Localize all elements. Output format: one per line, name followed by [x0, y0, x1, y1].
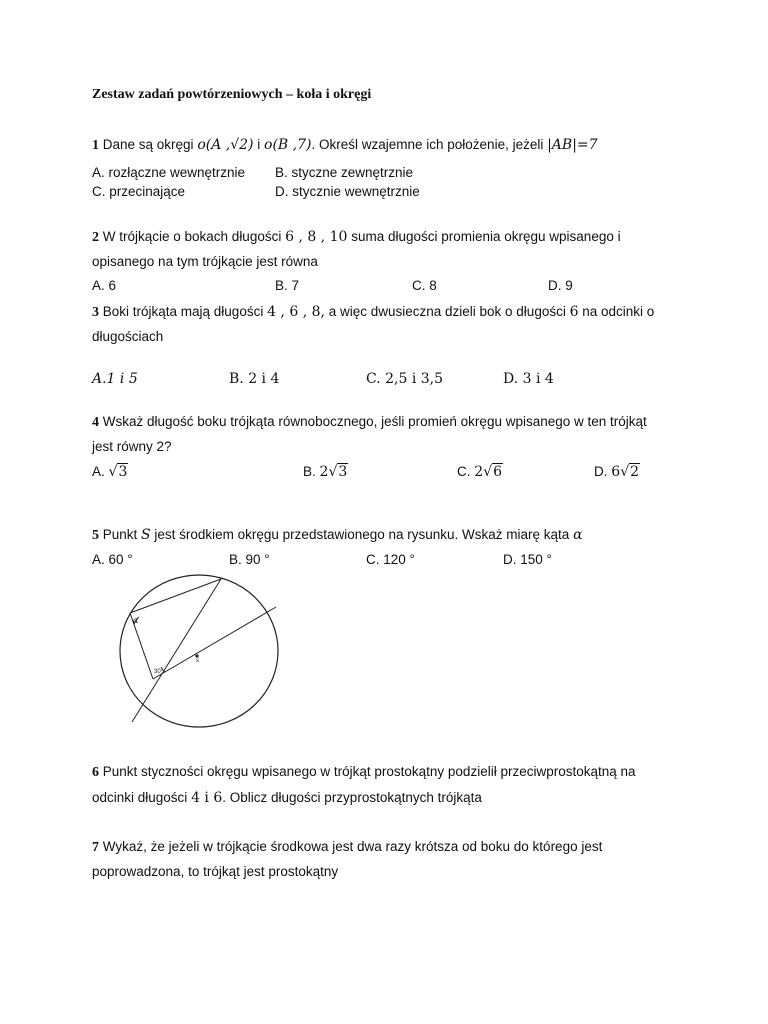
q4-option-c-coef: 2 — [474, 464, 484, 480]
angle-30-label: 30° — [154, 669, 164, 675]
q4-option-a-sqrt: √3 — [108, 464, 128, 480]
q5-option-d: D. 150 ° — [503, 552, 552, 567]
question-2-line-2: opisanego na tym trójkącie jest równa — [92, 254, 318, 269]
question-6-line-2 — [92, 789, 482, 808]
diameter-line — [153, 607, 276, 679]
bisected-side: 6 — [569, 304, 579, 320]
question-3-text-end: na odcinki o — [578, 304, 655, 319]
question-5 — [92, 526, 583, 545]
q4-option-d-radicand: 2 — [630, 464, 640, 480]
center-point-label: S — [141, 527, 151, 543]
question-3-text-cont: a więc dwusieczna dzieli bok o długości — [324, 304, 570, 319]
q3-option-c: C. 2,5 i 3,5 — [366, 371, 444, 387]
question-7-line-2: poprowadzona, to trójkąt jest prostokątny — [92, 864, 339, 879]
q4-option-a — [92, 463, 128, 481]
question-3-line-2: długościach — [92, 329, 164, 344]
question-6-line-2-b: . Oblicz długości przyprostokątnych trójkąta — [222, 790, 482, 805]
question-3 — [92, 303, 654, 322]
circle-figure — [110, 572, 290, 734]
question-4-line-2: jest równy 2? — [92, 439, 172, 454]
question-1-text-cont: . Określ wzajemne ich położenie, jeżeli — [311, 137, 548, 152]
q2-option-b: B. 7 — [275, 278, 300, 293]
q4-option-b — [303, 463, 348, 481]
question-2-text-cont: suma długości promienia okręgu wpisanego i — [347, 229, 621, 244]
question-7-number: 7 — [92, 840, 99, 855]
q4-option-b-coef: 2 — [319, 464, 329, 480]
q1-option-d: D. stycznie wewnętrznie — [275, 184, 420, 199]
question-6 — [92, 763, 636, 782]
distance-condition: |AB|=7 — [547, 137, 598, 153]
q1-option-a: A. rozłączne wewnętrznie — [92, 165, 246, 180]
q4-option-a-radicand: 3 — [118, 464, 128, 480]
q4-option-b-sqrt: √3 — [328, 464, 348, 480]
q4-option-c-sqrt: √6 — [483, 464, 503, 480]
q4-option-c-label: C. — [457, 464, 475, 479]
triangle-sides-3: 4 , 6 , 8, — [267, 304, 325, 320]
q4-option-a-label: A. — [92, 464, 109, 479]
question-1-number: 1 — [92, 138, 99, 153]
question-2-text: W trójkącie o bokach długości — [99, 229, 286, 244]
q4-option-c-radicand: 6 — [493, 464, 503, 480]
question-6-number: 6 — [92, 765, 99, 780]
question-6-line-2-a: odcinki długości — [92, 790, 192, 805]
question-4 — [92, 413, 647, 432]
q4-option-b-radicand: 3 — [338, 464, 348, 480]
q3-option-a: A.1 i 5 — [92, 371, 138, 387]
question-5-text: Punkt — [99, 527, 142, 542]
q2-option-c: C. 8 — [412, 278, 437, 293]
q1-option-b: B. styczne zewnętrznie — [275, 165, 414, 180]
question-1 — [92, 136, 598, 155]
q3-option-b: B. 2 i 4 — [229, 371, 280, 387]
q3-option-d: D. 3 i 4 — [503, 371, 554, 387]
alpha-label: α — [133, 616, 139, 625]
q4-option-d-label: D. — [594, 464, 612, 479]
question-5-text-cont: jest środkiem okręgu przedstawionego na rysunku. Wskaż miarę kąta — [150, 527, 574, 542]
q4-option-d-sqrt: √2 — [620, 464, 640, 480]
q4-option-d — [594, 463, 640, 481]
question-2 — [92, 228, 621, 247]
q5-option-c: C. 120 ° — [366, 552, 415, 567]
q4-option-c — [457, 463, 503, 481]
worksheet-title: Zestaw zadań powtórzeniowych – koła i okręgi — [92, 87, 372, 102]
question-5-number: 5 — [92, 528, 99, 543]
circle-2-expression: o(B ,7) — [264, 137, 312, 153]
q2-option-a: A. 6 — [92, 278, 117, 293]
q5-option-a: A. 60 ° — [92, 552, 133, 567]
question-2-number: 2 — [92, 230, 99, 245]
angle-symbol: α — [573, 527, 583, 543]
q5-option-b: B. 90 ° — [229, 552, 270, 567]
question-3-text: Boki trójkąta mają długości — [99, 304, 268, 319]
question-1-conjunction: i — [253, 137, 265, 152]
segment-lengths: 4 i 6 — [191, 790, 223, 806]
center-label: s — [196, 658, 199, 664]
q4-option-d-coef: 6 — [611, 464, 621, 480]
question-6-text: Punkt styczności okręgu wpisanego w trójkąt prostokątny podzielił przeciwprostokątną na — [99, 764, 636, 779]
question-4-number: 4 — [92, 415, 99, 430]
question-4-text: Wskaż długość boku trójkąta równobocznego, jeśli promień okręgu wpisanego w ten trójkąt — [99, 414, 647, 429]
chord-long — [132, 579, 221, 722]
q4-option-b-label: B. — [303, 464, 320, 479]
q2-option-d: D. 9 — [548, 278, 573, 293]
q1-option-c: C. przecinające — [92, 184, 186, 199]
question-3-number: 3 — [92, 305, 99, 320]
triangle-sides: 6 , 8 , 10 — [285, 229, 348, 245]
question-7-text: Wykaż, że jeżeli w trójkącie środkowa jest dwa razy krótsza od boku do którego jest — [99, 839, 603, 854]
circle-1-expression: o(A ,√2) — [197, 137, 254, 153]
question-7 — [92, 838, 602, 857]
question-1-text: Dane są okręgi — [99, 137, 198, 152]
